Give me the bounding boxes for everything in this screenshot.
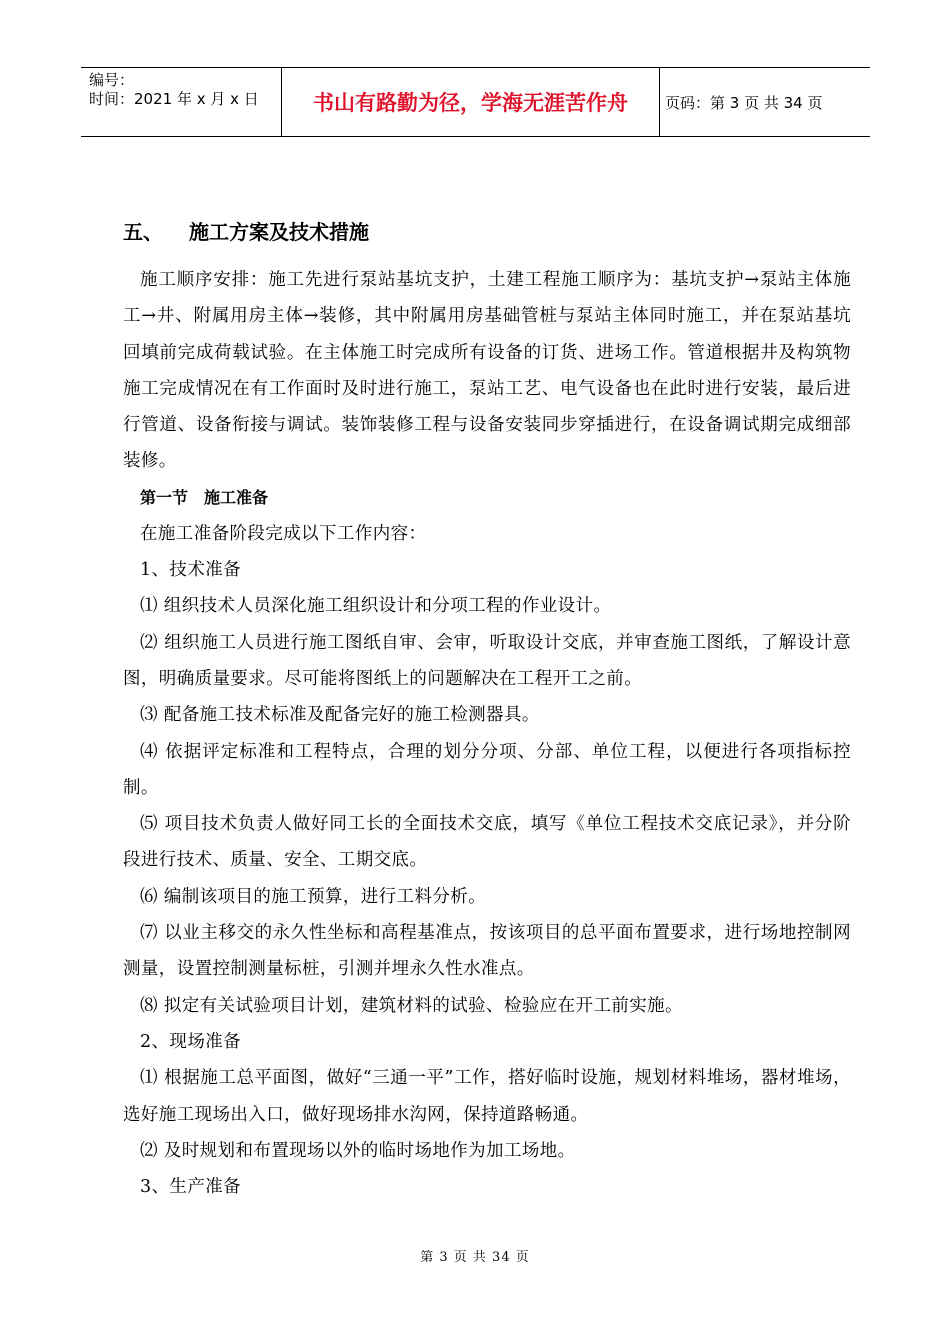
list-item: ⑷ 依据评定标准和工程特点，合理的划分分项、分部、单位工程，以便进行各项指标控制。 <box>123 741 851 798</box>
paragraph-intro: 在施工准备阶段完成以下工作内容： <box>140 523 427 544</box>
list-item: ⑴ 组织技术人员深化施工组织设计和分项工程的作业设计。 <box>140 596 612 617</box>
header-page-info: 页码：第 3 页 共 34 页 <box>665 93 823 112</box>
list-item: ⑶ 配备施工技术标准及配备完好的施工检测器具。 <box>140 705 540 726</box>
list-item: ⑺ 以业主移交的永久性坐标和高程基准点，按该项目的总平面布置要求，进行场地控制网测量，设置控制测量标桩，引测并埋永久性水准点。 <box>123 923 851 980</box>
list-item: ⑹ 编制该项目的施工预算，进行工料分析。 <box>140 886 487 907</box>
list-item: ⑴ 根据施工总平面图，做好“三通一平”工作，搭好临时设施，规划材料堆场，器材堆场，选好施工现场出入口，做好现场排水沟网，保持道路畅通。 <box>123 1068 851 1125</box>
heading-production-prep: 3、生产准备 <box>140 1177 242 1198</box>
subsection-title: 施工准备 <box>204 487 269 507</box>
list-item: ⑵ 组织施工人员进行施工图纸自审、会审，听取设计交底，并审查施工图纸，了解设计意图，明确质量要求。尽可能将图纸上的问题解决在工程开工之前。 <box>123 632 851 689</box>
subsection-number: 第一节 <box>140 487 189 507</box>
subsection-heading <box>123 480 851 516</box>
header-meta-cell <box>81 68 281 136</box>
section-number: 五、 <box>123 219 163 244</box>
document-body <box>123 212 851 1205</box>
document-number-label: 编号： <box>89 71 135 89</box>
paragraph-construction-sequence: 施工顺序安排：施工先进行泵站基坑支护，土建工程施工顺序为：基坑支护→泵站主体施工→井、附属用房主体→装修，其中附属用房基础管桩与泵站主体同时施工，并在泵站基坑回填前完成荷载试验。在主体施工时完成所有设备的订货、进场工作。管道根据井及构筑物施工完成情况在有工作面时及时进行施工，泵站工艺、电气设备也在此时进行安装，最后进行管道、设备衔接与调试。装饰装修工程与设备安装同步穿插进行，在设备调试期完成细部装修。 <box>123 270 851 472</box>
header-motto: 书山有路勤为径，学海无涯苦作舟 <box>281 68 660 136</box>
section-title: 施工方案及技术措施 <box>189 219 369 244</box>
heading-site-prep: 2、现场准备 <box>140 1031 242 1052</box>
page-footer: 第 3 页 共 34 页 <box>420 1250 530 1265</box>
page-header-table <box>81 67 870 137</box>
list-item: ⑵ 及时规划和布置现场以外的临时场地作为加工场地。 <box>140 1140 576 1161</box>
section-heading <box>123 212 851 248</box>
heading-technical-prep: 1、技术准备 <box>140 560 242 581</box>
list-item: ⑻ 拟定有关试验项目计划，建筑材料的试验、检验应在开工前实施。 <box>140 995 683 1016</box>
list-item: ⑸ 项目技术负责人做好同工长的全面技术交底，填写《单位工程技术交底记录》，并分阶段进行技术、质量、安全、工期交底。 <box>123 814 851 871</box>
document-time-label: 时间：2021 年 x 月 x 日 <box>89 90 259 108</box>
